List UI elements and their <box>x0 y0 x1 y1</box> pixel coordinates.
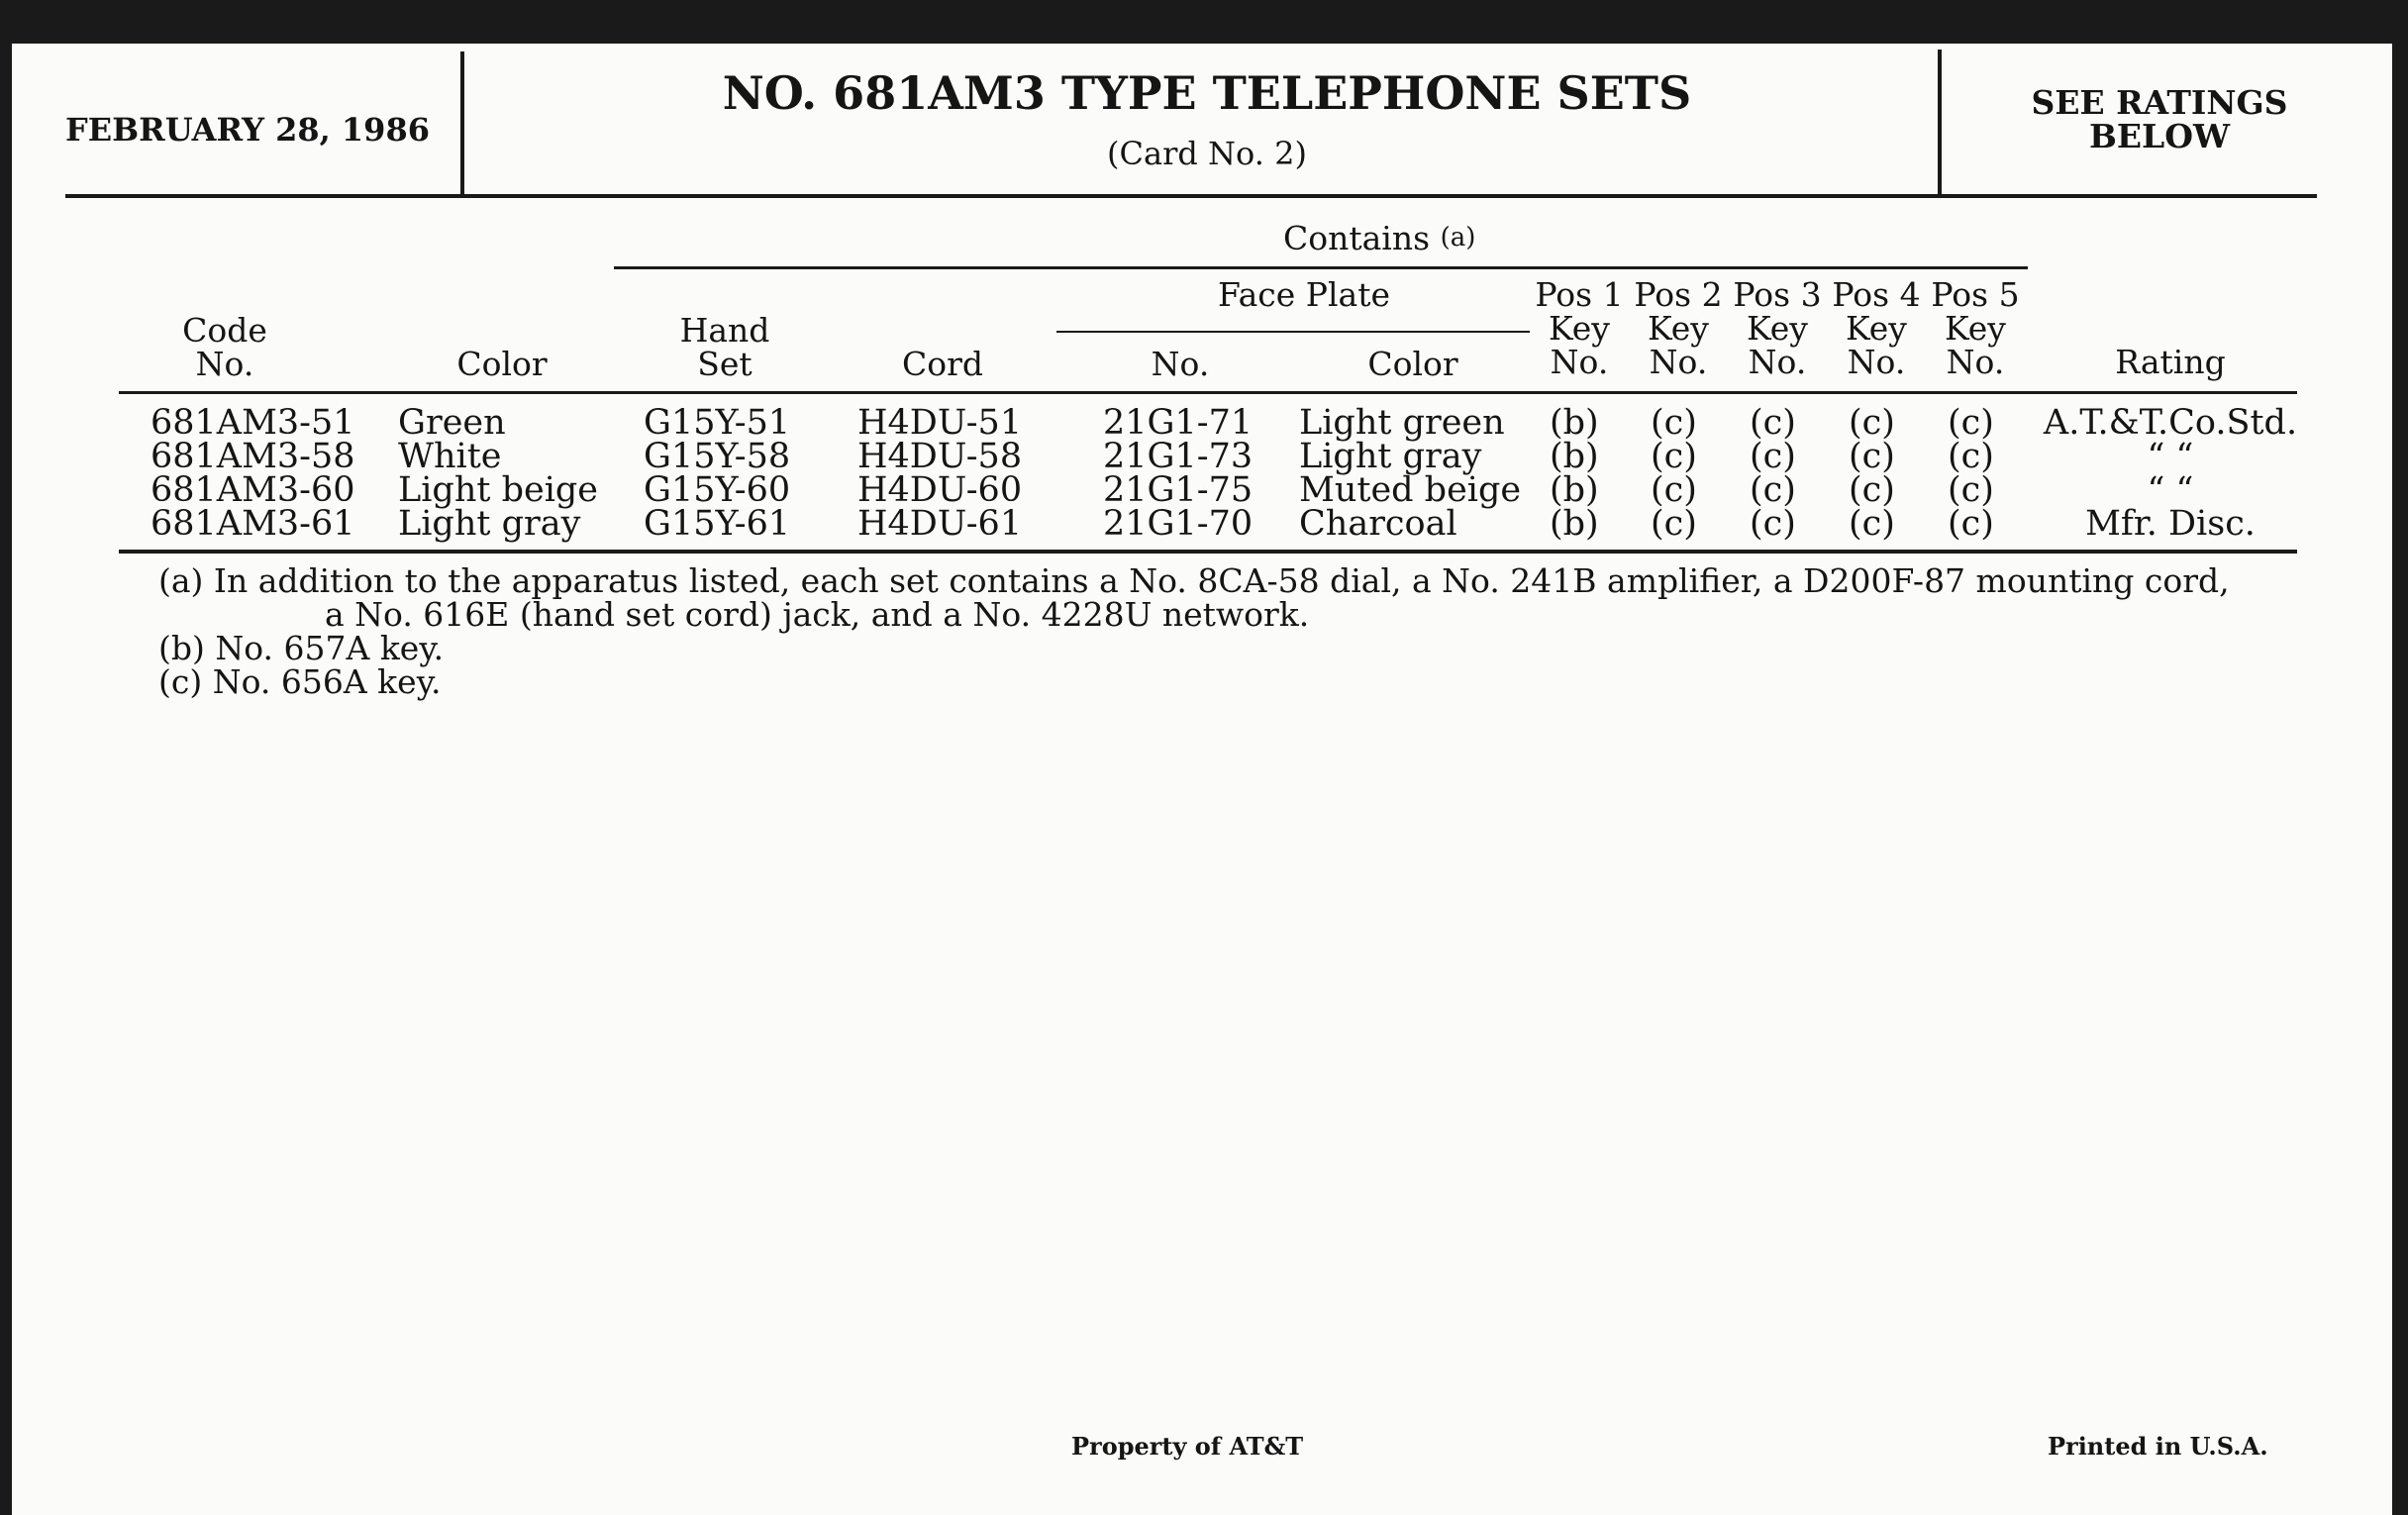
col-handset-line-2: Set <box>697 345 752 383</box>
cell-faceplate-color: Light gray <box>1299 437 1482 476</box>
col-color: Color <box>456 345 548 383</box>
cell-pos2: (c) <box>1651 403 1697 443</box>
cell-pos5: (c) <box>1948 470 1994 510</box>
cell-pos2: (c) <box>1651 504 1697 544</box>
cell-color: Light beige <box>398 470 599 510</box>
cell-pos2: (c) <box>1651 470 1697 510</box>
col-pos3-line-3: No. <box>1748 343 1807 381</box>
footer-property: Property of AT&T <box>1071 1432 1304 1461</box>
cell-faceplate-no: 21G1-75 <box>1103 470 1254 510</box>
cell-faceplate-color: Charcoal <box>1299 504 1457 544</box>
cell-pos3: (c) <box>1750 403 1796 443</box>
contains-text: Contains <box>1283 219 1431 257</box>
cell-pos5: (c) <box>1948 504 1994 544</box>
cell-faceplate-no: 21G1-73 <box>1103 437 1254 476</box>
footer-printed: Printed in U.S.A. <box>2048 1432 2268 1461</box>
cell-handset: G15Y-58 <box>644 437 791 476</box>
cell-color: Green <box>398 403 506 443</box>
cell-pos3: (c) <box>1750 470 1796 510</box>
see-ratings-line-1: SEE RATINGS <box>2031 83 2288 122</box>
cell-pos4: (c) <box>1849 470 1895 510</box>
col-pos4-line-3: No. <box>1847 343 1906 381</box>
col-faceplate-no: No. <box>1151 345 1210 383</box>
table-header-rule <box>119 391 2297 394</box>
cell-color: White <box>398 437 502 476</box>
cell-cord: H4DU-51 <box>857 403 1023 443</box>
col-pos2-line-2: Key <box>1648 309 1709 348</box>
cell-handset: G15Y-60 <box>644 470 791 510</box>
cell-code: 681AM3-58 <box>150 437 355 476</box>
footnote-a-line-2: a No. 616E (hand set cord) jack, and a No. 4228U network. <box>325 595 1310 634</box>
cell-rating: “ “ <box>2147 437 2194 476</box>
col-pos1-line-1: Pos 1 <box>1535 275 1624 314</box>
cell-code: 681AM3-60 <box>150 470 355 510</box>
contains-span-rule <box>614 266 2028 269</box>
cell-pos3: (c) <box>1750 504 1796 544</box>
footnote-b: (b) No. 657A key. <box>158 629 445 667</box>
contains-note-ref: (a) <box>1440 223 1476 252</box>
cell-color: Light gray <box>398 504 581 544</box>
col-handset-line-1: Hand <box>679 311 770 350</box>
contains-label <box>1283 220 1475 256</box>
cell-pos2: (c) <box>1651 437 1697 476</box>
cell-pos1: (b) <box>1550 403 1599 443</box>
cell-faceplate-color: Light green <box>1299 403 1505 443</box>
col-pos4-line-1: Pos 4 <box>1832 275 1921 314</box>
col-pos4-line-2: Key <box>1846 309 1907 348</box>
col-pos3-line-1: Pos 3 <box>1733 275 1822 314</box>
cell-code: 681AM3-51 <box>150 403 355 443</box>
col-pos2-line-3: No. <box>1649 343 1708 381</box>
cell-pos5: (c) <box>1948 437 1994 476</box>
cell-pos3: (c) <box>1750 437 1796 476</box>
cell-pos4: (c) <box>1849 504 1895 544</box>
cell-handset: G15Y-51 <box>644 403 791 443</box>
cell-rating: A.T.&T.Co.Std. <box>2043 403 2298 443</box>
cell-pos4: (c) <box>1849 403 1895 443</box>
col-pos5-line-1: Pos 5 <box>1931 275 2020 314</box>
cell-cord: H4DU-60 <box>857 470 1023 510</box>
cell-cord: H4DU-61 <box>857 504 1023 544</box>
col-pos5-line-2: Key <box>1945 309 2006 348</box>
table-bottom-rule <box>119 550 2297 554</box>
col-pos5-line-3: No. <box>1946 343 2005 381</box>
date-label: FEBRUARY 28, 1986 <box>65 111 430 149</box>
face-plate-label: Face Plate <box>1217 275 1391 314</box>
index-card <box>12 44 2392 1515</box>
col-pos2-line-1: Pos 2 <box>1634 275 1723 314</box>
cell-cord: H4DU-58 <box>857 437 1023 476</box>
cell-pos1: (b) <box>1550 504 1599 544</box>
cell-pos1: (b) <box>1550 437 1599 476</box>
cell-pos1: (b) <box>1550 470 1599 510</box>
see-ratings-line-2: BELOW <box>2088 117 2231 155</box>
cell-code: 681AM3-61 <box>150 504 355 544</box>
page-title: NO. 681AM3 TYPE TELEPHONE SETS <box>722 66 1692 120</box>
col-code-line-2: No. <box>195 345 254 383</box>
col-pos1-line-2: Key <box>1549 309 1610 348</box>
cell-rating: “ “ <box>2147 470 2194 510</box>
col-pos3-line-2: Key <box>1747 309 1808 348</box>
cell-handset: G15Y-61 <box>644 504 791 544</box>
face-plate-span-rule <box>1056 331 1530 333</box>
cell-faceplate-no: 21G1-71 <box>1103 403 1254 443</box>
col-pos1-line-3: No. <box>1550 343 1609 381</box>
header-bottom-rule <box>65 194 2317 198</box>
col-faceplate-color: Color <box>1367 345 1458 383</box>
cell-faceplate-no: 21G1-70 <box>1103 504 1254 544</box>
col-cord: Cord <box>901 345 984 383</box>
cell-rating: Mfr. Disc. <box>2085 504 2256 544</box>
cell-pos4: (c) <box>1849 437 1895 476</box>
footnote-c: (c) No. 656A key. <box>158 662 442 701</box>
cell-pos5: (c) <box>1948 403 1994 443</box>
cell-faceplate-color: Muted beige <box>1299 470 1522 510</box>
card-number: (Card No. 2) <box>1107 135 1307 172</box>
col-code-line-1: Code <box>182 311 267 350</box>
footnote-a-line-1: (a) In addition to the apparatus listed, each set contains a No. 8CA-58 dial, a No. 241B amplifier, a D200F-87 mounting cord, <box>158 561 2230 600</box>
col-rating: Rating <box>2115 343 2226 381</box>
